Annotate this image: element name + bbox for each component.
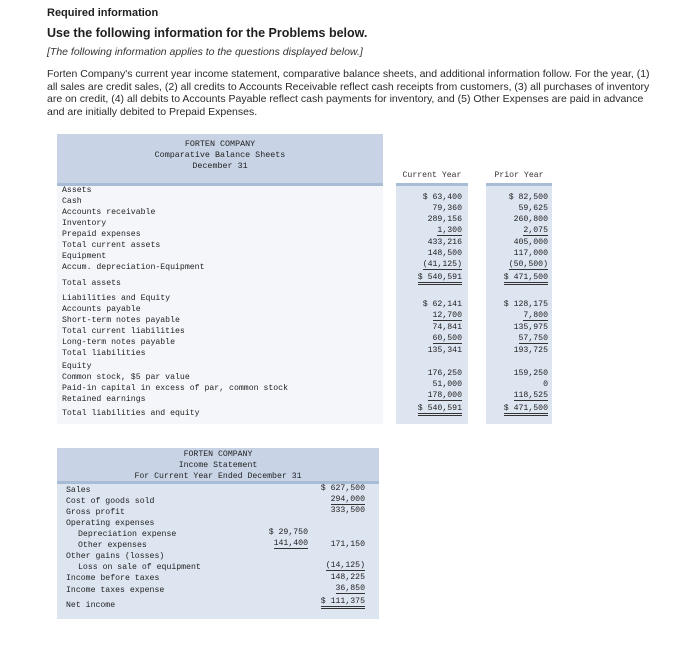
pri-cash: $ 82,500: [508, 193, 548, 202]
required-information-heading: Required information: [47, 7, 159, 19]
col-prior-year-label: Prior Year: [494, 171, 544, 180]
is-other-expenses: 141,400: [273, 539, 308, 548]
total-assets-label: Total assets: [62, 279, 121, 288]
balance-sheet-header: [57, 134, 383, 188]
pri-retained-earnings: 118,525: [513, 391, 548, 400]
cur-equipment: 148,500: [427, 249, 462, 258]
problem-intro-text: Forten Company's current year income statement, comparative balance sheets, and additional information follow. For the year, (1) all sales are credit sales, (2) all credits to Accounts Receivable reflect cash receipts from customers, (3) all purchases of inventory are on credit, (4) all debits to Accounts Payable reflect cash payments for inventory, and (5) Other Expenses are paid in advance and are initially debited to Prepaid Expenses.: [47, 68, 650, 118]
equity-heading: Equity: [62, 362, 92, 371]
pri-tca: 405,000: [513, 238, 548, 247]
pri-pic: 0: [543, 380, 548, 389]
pri-total-liabilities: 193,725: [513, 346, 548, 355]
cur-common-stock: 176,250: [427, 369, 462, 378]
cur-cash: $ 63,400: [422, 193, 462, 202]
cur-ar: 79,360: [432, 204, 462, 213]
is-title: Income Statement: [178, 461, 258, 470]
cur-ltnp: 60,500: [432, 334, 462, 343]
bs-company-name: FORTEN COMPANY: [184, 139, 256, 149]
gross-profit-label: Gross profit: [66, 508, 125, 517]
is-depreciation: $ 29,750: [268, 528, 308, 537]
is-gross-profit: 333,500: [330, 506, 365, 515]
pri-ltnp: 57,750: [518, 334, 548, 343]
applies-note: [The following information applies to the questions displayed below.]: [47, 46, 363, 58]
cur-total-assets: $ 540,591: [418, 273, 462, 285]
is-income-taxes: 36,850: [335, 584, 365, 593]
le-heading: Liabilities and Equity: [62, 294, 171, 303]
is-loss-on-sale: (14,125): [325, 561, 365, 570]
is-opex-total: 171,150: [330, 540, 365, 549]
cash-label: Cash: [62, 197, 82, 206]
pri-ap: $ 128,175: [503, 300, 548, 309]
cogs-label: Cost of goods sold: [66, 497, 155, 506]
assets-heading: Assets: [62, 186, 92, 195]
prepaid-label: Prepaid expenses: [62, 230, 141, 239]
retained-earnings-label: Retained earnings: [62, 395, 146, 404]
other-expenses-label: Other expenses: [78, 541, 147, 550]
tcl-label: Total current liabilities: [62, 327, 185, 336]
col-current-year: [396, 134, 468, 188]
is-net-income: $ 111,375: [321, 597, 365, 609]
is-cogs: 294,000: [330, 495, 365, 504]
pri-inventory: 260,800: [513, 215, 548, 224]
cur-ap: $ 62,141: [422, 300, 462, 309]
sales-label: Sales: [66, 486, 91, 495]
col-current-year-label: Current Year: [402, 171, 462, 180]
ap-label: Accounts payable: [62, 305, 141, 314]
pri-accum-dep: (50,500): [508, 260, 548, 269]
income-taxes-label: Income taxes expense: [66, 586, 165, 595]
is-sales: $ 627,500: [320, 484, 365, 493]
pri-common-stock: 159,250: [513, 369, 548, 378]
cur-prepaid: 1,300: [437, 226, 462, 235]
opex-label: Operating expenses: [66, 519, 155, 528]
is-period: For Current Year Ended December 31: [134, 472, 302, 481]
pri-tcl: 135,975: [513, 323, 548, 332]
pri-ar: 59,625: [518, 204, 548, 213]
cur-inventory: 289,156: [427, 215, 462, 224]
equipment-label: Equipment: [62, 252, 107, 261]
cur-tca: 433,216: [427, 238, 462, 247]
cur-pic: 51,000: [432, 380, 462, 389]
pic-label: Paid-in capital in excess of par, common stock: [62, 384, 289, 393]
tle-label: Total liabilities and equity: [62, 409, 200, 418]
net-income-label: Net income: [66, 601, 116, 610]
cur-total-liabilities: 135,341: [427, 346, 462, 355]
cur-stnp: 12,700: [432, 311, 462, 320]
col-prior-year: [486, 134, 552, 188]
pri-stnp: 7,800: [523, 311, 548, 320]
is-income-before-taxes: 148,225: [330, 573, 365, 582]
cur-tle: $ 540,591: [418, 404, 462, 416]
cur-retained-earnings: 178,000: [427, 391, 462, 400]
bs-title: Comparative Balance Sheets: [154, 150, 286, 160]
ar-label: Accounts receivable: [62, 208, 156, 217]
cur-tcl: 74,841: [432, 323, 462, 332]
stnp-label: Short-term notes payable: [62, 316, 180, 325]
ltnp-label: Long-term notes payable: [62, 338, 176, 347]
common-stock-label: Common stock, $5 par value: [62, 373, 190, 382]
total-liabilities-label: Total liabilities: [62, 349, 146, 358]
income-statement-header: [57, 448, 379, 484]
tca-label: Total current assets: [62, 241, 161, 250]
pri-prepaid: 2,075: [523, 226, 548, 235]
income-before-taxes-label: Income before taxes: [66, 574, 160, 583]
pri-total-assets: $ 471,500: [504, 273, 548, 285]
pri-equipment: 117,000: [513, 249, 548, 258]
other-gains-label: Other gains (losses): [66, 552, 165, 561]
loss-on-sale-label: Loss on sale of equipment: [78, 563, 201, 572]
is-company-name: FORTEN COMPANY: [183, 450, 253, 459]
inventory-label: Inventory: [62, 219, 107, 228]
pri-tle: $ 471,500: [504, 404, 548, 416]
bs-date: December 31: [192, 161, 248, 171]
instructions-heading: Use the following information for the Problems below.: [47, 26, 368, 40]
cur-accum-dep: (41,125): [422, 260, 462, 269]
depreciation-label: Depreciation expense: [78, 530, 177, 539]
accum-dep-label: Accum. depreciation-Equipment: [62, 263, 205, 272]
